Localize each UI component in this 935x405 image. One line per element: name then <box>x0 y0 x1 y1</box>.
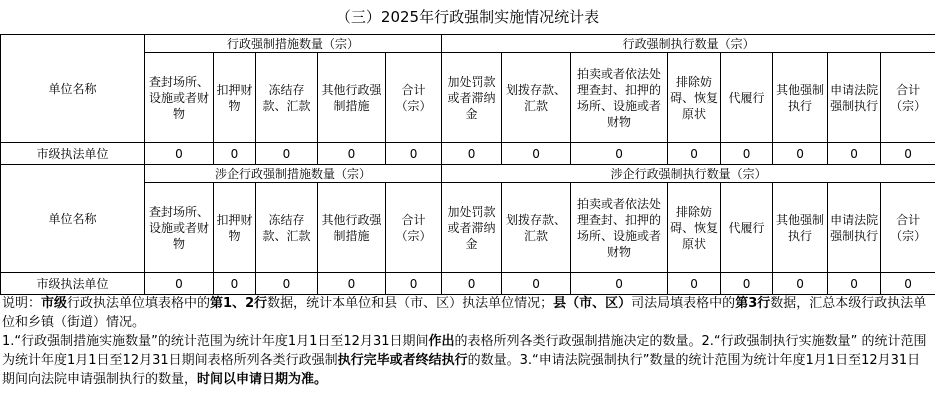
col-detain-property: 扣押财物 <box>214 183 256 273</box>
note-paragraph-1 <box>2 294 933 332</box>
row-label: 市级执法单位 <box>1 143 145 165</box>
measures-group-header: 行政强制措施数量（宗） <box>145 35 442 53</box>
note-bold-text: 执行完毕或者终结执行 <box>337 353 468 368</box>
note-bold-text: 第1、2行 <box>210 296 268 311</box>
note-text: 司法局填表格中的 <box>631 296 736 311</box>
col-other-execution: 其他强制执行 <box>773 183 828 273</box>
cell-value: 0 <box>881 143 935 165</box>
cell-value: 0 <box>881 273 935 295</box>
section2-group-header-row <box>1 165 935 183</box>
col-substitute-performance: 代履行 <box>721 53 773 143</box>
col-remove-obstruction: 排除妨碍、恢复原状 <box>668 53 721 143</box>
cell-value: 0 <box>318 273 386 295</box>
col-execution-total: 合计（宗） <box>881 183 935 273</box>
enterprise-measures-group-header: 涉企行政强制措施数量（宗） <box>145 165 442 183</box>
note-paragraph-2 <box>2 332 933 389</box>
notes <box>0 294 935 389</box>
cell-value: 0 <box>214 273 256 295</box>
note-bold-text: 市级 <box>41 296 68 311</box>
note-text: 说明： <box>2 296 42 311</box>
note-text: 的数量。3.“申请法院强制执行”数量的统计范围为统计年度1月1日至12月31日期间向法院申请强制执行的数量， <box>2 353 921 387</box>
table-row <box>1 273 935 295</box>
note-bold-text: 作出 <box>428 334 455 349</box>
col-penalty-surcharge: 加处罚款或者滞纳金 <box>442 183 502 273</box>
cell-value: 0 <box>386 143 442 165</box>
cell-value: 0 <box>828 143 881 165</box>
cell-value: 0 <box>721 273 773 295</box>
table-row <box>1 143 935 165</box>
cell-value: 0 <box>668 143 721 165</box>
cell-value: 0 <box>502 273 571 295</box>
note-bold-text: 第3行 <box>735 296 771 311</box>
cell-value: 0 <box>442 143 502 165</box>
unit-name-header: 单位名称 <box>1 35 145 143</box>
col-auction-dispose: 拍卖或者依法处理查封、扣押的场所、设施或者财物 <box>571 183 668 273</box>
cell-value: 0 <box>668 273 721 295</box>
note-bold-text: 县（市、区） <box>553 296 632 311</box>
note-text: 行政执法单位填表格中的 <box>67 296 211 311</box>
note-bold-text: 时间以申请日期为准。 <box>197 372 328 387</box>
col-other-execution: 其他强制执行 <box>773 53 828 143</box>
execution-group-header: 行政强制执行数量（宗） <box>442 35 935 53</box>
col-other-measures: 其他行政强制措施 <box>318 53 386 143</box>
enterprise-execution-group-header: 涉企行政强制执行数量（宗） <box>442 165 935 183</box>
col-seal-venues: 查封场所、设施或者财物 <box>145 183 214 273</box>
cell-value: 0 <box>571 273 668 295</box>
note-text: 的表格所列各类行政强制措施决定的数量。2.“行政强制执行实施数量” 的统计范围为统计年度1月1日至12月31日期间表格所列各类行政强制 <box>2 334 927 368</box>
unit-name-header: 单位名称 <box>1 165 145 273</box>
cell-value: 0 <box>214 143 256 165</box>
col-measures-total: 合计（宗） <box>386 183 442 273</box>
cell-value: 0 <box>828 273 881 295</box>
cell-value: 0 <box>256 143 318 165</box>
cell-value: 0 <box>145 273 214 295</box>
cell-value: 0 <box>773 143 828 165</box>
cell-value: 0 <box>318 143 386 165</box>
col-penalty-surcharge: 加处罚款或者滞纳金 <box>442 53 502 143</box>
row-label: 市级执法单位 <box>1 273 145 295</box>
col-execution-total: 合计（宗） <box>881 53 935 143</box>
cell-value: 0 <box>773 273 828 295</box>
col-transfer-deposits: 划拨存款、汇款 <box>502 183 571 273</box>
note-text: 数据，汇总本级行政执法单位和乡镇（街道）情况。 <box>2 296 927 330</box>
col-court-execution: 申请法院强制执行 <box>828 183 881 273</box>
cell-value: 0 <box>502 143 571 165</box>
cell-value: 0 <box>442 273 502 295</box>
note-text: 数据，统计本单位和县（市、区）执法单位情况； <box>267 296 554 311</box>
statistics-table <box>0 34 935 295</box>
cell-value: 0 <box>571 143 668 165</box>
col-transfer-deposits: 划拨存款、汇款 <box>502 53 571 143</box>
col-auction-dispose: 拍卖或者依法处理查封、扣押的场所、设施或者财物 <box>571 53 668 143</box>
col-freeze-deposits: 冻结存款、汇款 <box>256 183 318 273</box>
col-court-execution: 申请法院强制执行 <box>828 53 881 143</box>
col-substitute-performance: 代履行 <box>721 183 773 273</box>
col-measures-total: 合计（宗） <box>386 53 442 143</box>
col-freeze-deposits: 冻结存款、汇款 <box>256 53 318 143</box>
section1-group-header-row <box>1 35 935 53</box>
col-detain-property: 扣押财物 <box>214 53 256 143</box>
cell-value: 0 <box>145 143 214 165</box>
cell-value: 0 <box>256 273 318 295</box>
table-title: （三）2025年行政强制实施情况统计表 <box>335 8 600 26</box>
note-text: 1.“行政强制措施实施数量”的统计范围为统计年度1月1日至12月31日期间 <box>2 334 429 349</box>
col-other-measures: 其他行政强制措施 <box>318 183 386 273</box>
col-seal-venues: 查封场所、设施或者财物 <box>145 53 214 143</box>
cell-value: 0 <box>721 143 773 165</box>
cell-value: 0 <box>386 273 442 295</box>
col-remove-obstruction: 排除妨碍、恢复原状 <box>668 183 721 273</box>
